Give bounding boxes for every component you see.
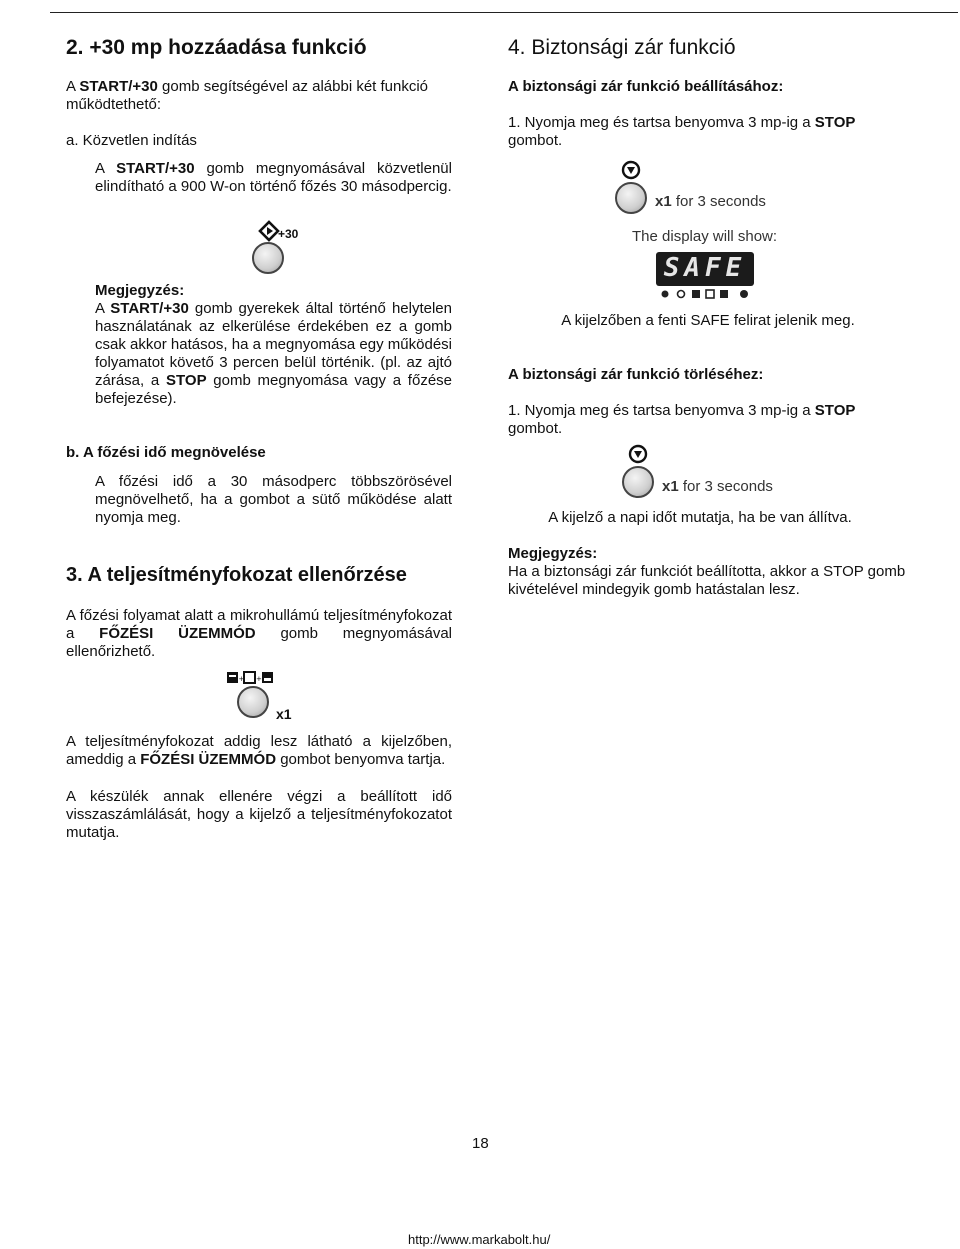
- start-button-illustration: [252, 242, 284, 274]
- text-run-bold: FŐZÉSI ÜZEMMÓD: [140, 751, 277, 768]
- section-2-title: 2. +30 mp hozzáadása funkció: [66, 36, 367, 59]
- section-3-title: 3. A teljesítményfokozat ellenőrzése: [66, 564, 407, 586]
- display-screen: [656, 252, 754, 286]
- text-run-bold: STOP: [814, 114, 856, 131]
- start-plus30-label: +30: [278, 227, 299, 241]
- text-run-bold: STOP: [814, 402, 856, 419]
- note-title: Megjegyzés:: [95, 282, 185, 299]
- text-run: 1. Nyomja meg és tartsa benyomva 3 mp-ig a: [508, 114, 815, 131]
- text-run-bold: START/+30: [110, 300, 189, 317]
- top-rule: [50, 12, 958, 13]
- start-diamond-icon: [258, 220, 280, 242]
- section-4-title: 4. Biztonsági zár funkció: [508, 36, 736, 59]
- svg-text:+: +: [256, 675, 262, 683]
- display-text: SAFE: [663, 253, 747, 283]
- svg-text:+: +: [238, 675, 245, 683]
- stop-button-illustration: [615, 182, 647, 214]
- text-run: gombot benyomva tartja.: [276, 751, 446, 768]
- section-3-text-3: A készülék annak ellenére végzi a beállított idő visszaszámlálását, hogy a kijelző a teljesítményfokozatot mutatja.: [66, 788, 452, 841]
- hold-duration-label: [655, 193, 766, 211]
- hold-duration-label: [662, 478, 773, 496]
- note-2-text: Ha a biztonsági zár funkciót beállította, akkor a STOP gomb kivételével mindegyik gomb hatástalan lesz.: [508, 563, 906, 598]
- text-run-bold: FŐZÉSI ÜZEMMÓD: [99, 625, 256, 642]
- cooking-mode-icon: [226, 670, 276, 686]
- stop-icon: [628, 444, 648, 464]
- subsection-b-title: b. A főzési idő megnövelése: [66, 444, 266, 461]
- display-will-show-label: The display will show:: [632, 228, 778, 245]
- stop-icon: [621, 160, 641, 180]
- page-number: 18: [472, 1135, 489, 1152]
- text-run: gombot.: [508, 420, 563, 437]
- safe-caption: A kijelzőben a fenti SAFE felirat jelenik meg.: [561, 312, 855, 329]
- lock-clear-title: A biztonsági zár funkció törléséhez:: [508, 366, 764, 383]
- text-run: gomb gyerekek által történő helytelen használatának az elkerülése érdekében ez a gomb csak akkor hatásos, ha a megnyomása egy működési folyamatot követő 3 percen belül történik. (pl. az ajtó zárása, a: [95, 300, 452, 389]
- display-indicator-icons: [660, 288, 752, 300]
- cooking-mode-button-illustration: [237, 686, 269, 718]
- section-3-text-2: [66, 733, 452, 769]
- time-caption: A kijelző a napi időt mutatja, ha be van állítva.: [548, 509, 852, 526]
- note-2-title: Megjegyzés:: [508, 545, 598, 562]
- subsection-a-text: [95, 160, 452, 196]
- text-run: gombot.: [508, 132, 563, 149]
- text-run-bold: x1: [655, 193, 672, 210]
- lock-set-title: A biztonsági zár funkció beállításához:: [508, 78, 784, 95]
- text-run: A főzési folyamat alatt a mikrohullámú teljesítményfokozat a: [66, 607, 452, 642]
- text-run: gomb megnyomásával ellenőrizhető.: [66, 625, 453, 660]
- text-run-bold: STOP: [166, 372, 207, 389]
- text-run: for 3 seconds: [678, 478, 773, 495]
- text-run: gomb megnyomása vagy a főzése befejezése).: [95, 372, 453, 407]
- text-run: A: [95, 300, 111, 317]
- lock-clear-step: [508, 402, 908, 438]
- section-2-intro: [66, 78, 452, 114]
- lock-set-step: [508, 114, 908, 150]
- note-text: [95, 300, 452, 408]
- text-run-bold: START/+30: [79, 78, 158, 95]
- text-run: gomb megnyomásával közvetlenül elindítható a 900 W-on történő főzés 30 másodpercig.: [95, 160, 452, 195]
- text-run: A: [95, 160, 117, 177]
- footer-url: http://www.markabolt.hu/: [408, 1232, 551, 1247]
- press-once-label: x1: [276, 706, 292, 722]
- text-run: A: [66, 78, 80, 95]
- subsection-a-title: a. Közvetlen indítás: [66, 132, 197, 149]
- text-run-bold: x1: [662, 478, 679, 495]
- text-run-bold: START/+30: [116, 160, 195, 177]
- section-3-text: [66, 607, 452, 661]
- text-run: A teljesítményfokozat addig lesz látható a kijelzőben, ameddig a: [66, 733, 452, 768]
- stop-button-illustration: [622, 466, 654, 498]
- subsection-b-text: A főzési idő a 30 másodperc többszörösével megnövelhető, ha a gombot a sütő működése alatt nyomja meg.: [95, 473, 452, 526]
- text-run: 1. Nyomja meg és tartsa benyomva 3 mp-ig a: [508, 402, 815, 419]
- text-run: gomb segítségével az alábbi két funkció működtethető:: [66, 78, 429, 113]
- text-run: for 3 seconds: [671, 193, 766, 210]
